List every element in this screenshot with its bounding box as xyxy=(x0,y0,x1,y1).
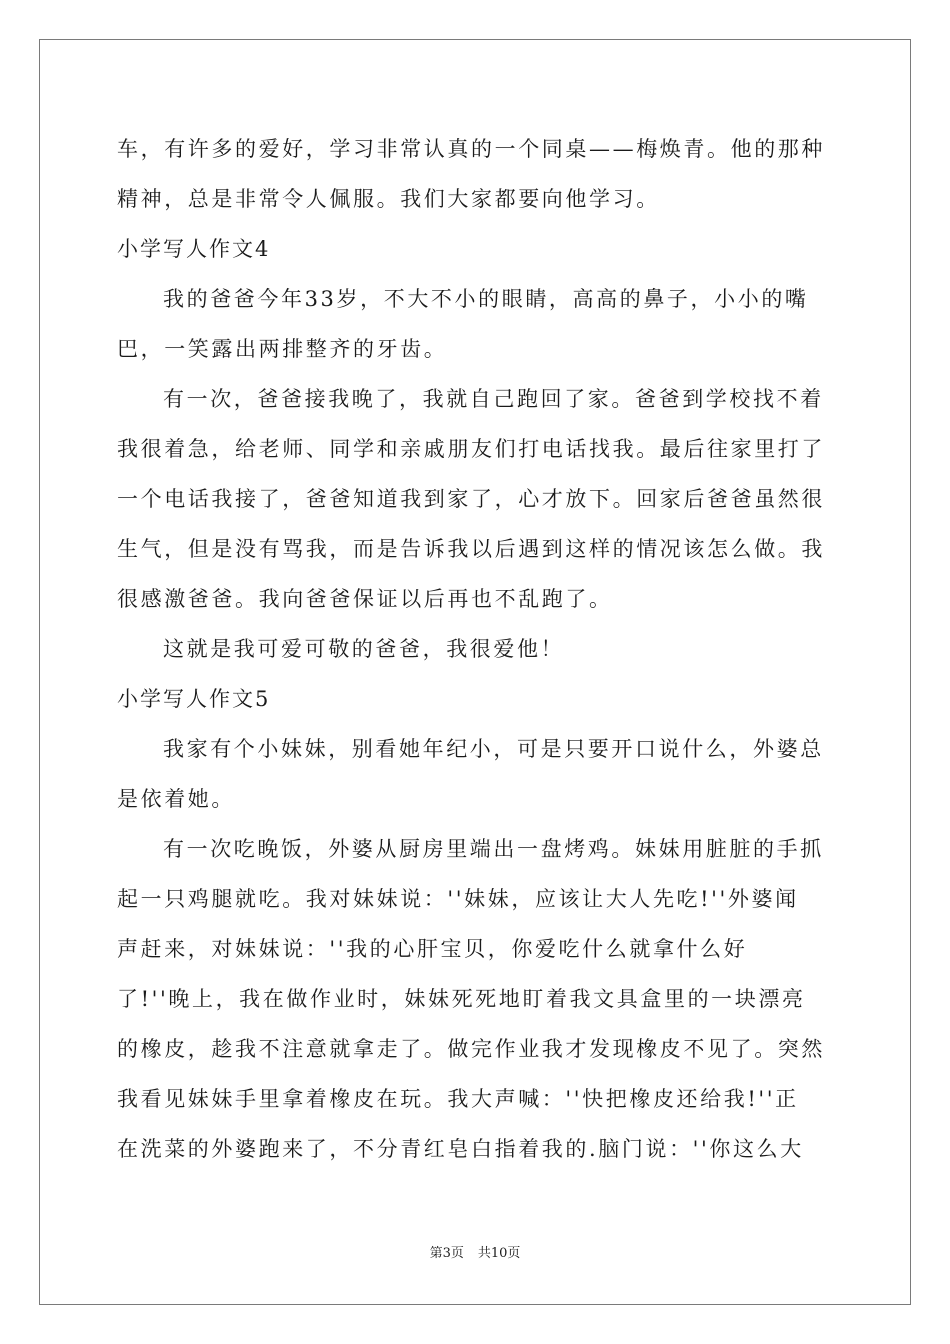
text-line: 这就是我可爱可敬的爸爸，我很爱他！ xyxy=(163,637,565,661)
text-line: 很感激爸爸。我向爸爸保证以后再也不乱跑了。 xyxy=(117,587,613,611)
text-line: 生气，但是没有骂我，而是告诉我以后遇到这样的情况该怎么做。我 xyxy=(117,537,825,561)
page-number-current: 第3页 xyxy=(429,1246,464,1261)
text-line: 在洗菜的外婆跑来了，不分青红皂白指着我的.脑门说：''你这么大 xyxy=(117,1137,804,1161)
page-footer xyxy=(0,1244,950,1264)
text-line: 声赶来，对妹妹说：''我的心肝宝贝，你爱吃什么就拿什么好 xyxy=(117,937,748,961)
text-line: 了!''晚上，我在做作业时，妹妹死死地盯着我文具盒里的一块漂亮 xyxy=(117,987,806,1011)
section-heading: 小学写人作文4 xyxy=(117,237,271,261)
text-line: 有一次，爸爸接我晚了，我就自己跑回了家。爸爸到学校找不着 xyxy=(163,387,824,411)
page-number-total: 共10页 xyxy=(477,1246,521,1261)
text-line: 我看见妹妹手里拿着橡皮在玩。我大声喊：''快把橡皮还给我!''正 xyxy=(117,1087,799,1111)
text-line: 车，有许多的爱好，学习非常认真的一个同桌——梅焕青。他的那种 xyxy=(117,137,825,161)
text-line: 一个电话我接了，爸爸知道我到家了，心才放下。回家后爸爸虽然很 xyxy=(117,487,825,511)
text-line: 我的爸爸今年33岁，不大不小的眼睛，高高的鼻子，小小的嘴 xyxy=(163,287,809,311)
text-line: 起一只鸡腿就吃。我对妹妹说：''妹妹，应该让大人先吃!''外婆闻 xyxy=(117,887,799,911)
text-line: 巴，一笑露出两排整齐的牙齿。 xyxy=(117,337,448,361)
text-line: 我家有个小妹妹，别看她年纪小，可是只要开口说什么，外婆总 xyxy=(163,737,824,761)
text-line: 我很着急，给老师、同学和亲戚朋友们打电话找我。最后往家里打了 xyxy=(117,437,825,461)
section-heading: 小学写人作文5 xyxy=(117,687,271,711)
text-line: 的橡皮，趁我不注意就拿走了。做完作业我才发现橡皮不见了。突然 xyxy=(117,1037,825,1061)
document-body xyxy=(117,124,833,1174)
text-line: 有一次吃晚饭，外婆从厨房里端出一盘烤鸡。妹妹用脏脏的手抓 xyxy=(163,837,824,861)
text-line: 是依着她。 xyxy=(117,787,235,811)
text-line: 精神，总是非常令人佩服。我们大家都要向他学习。 xyxy=(117,187,660,211)
